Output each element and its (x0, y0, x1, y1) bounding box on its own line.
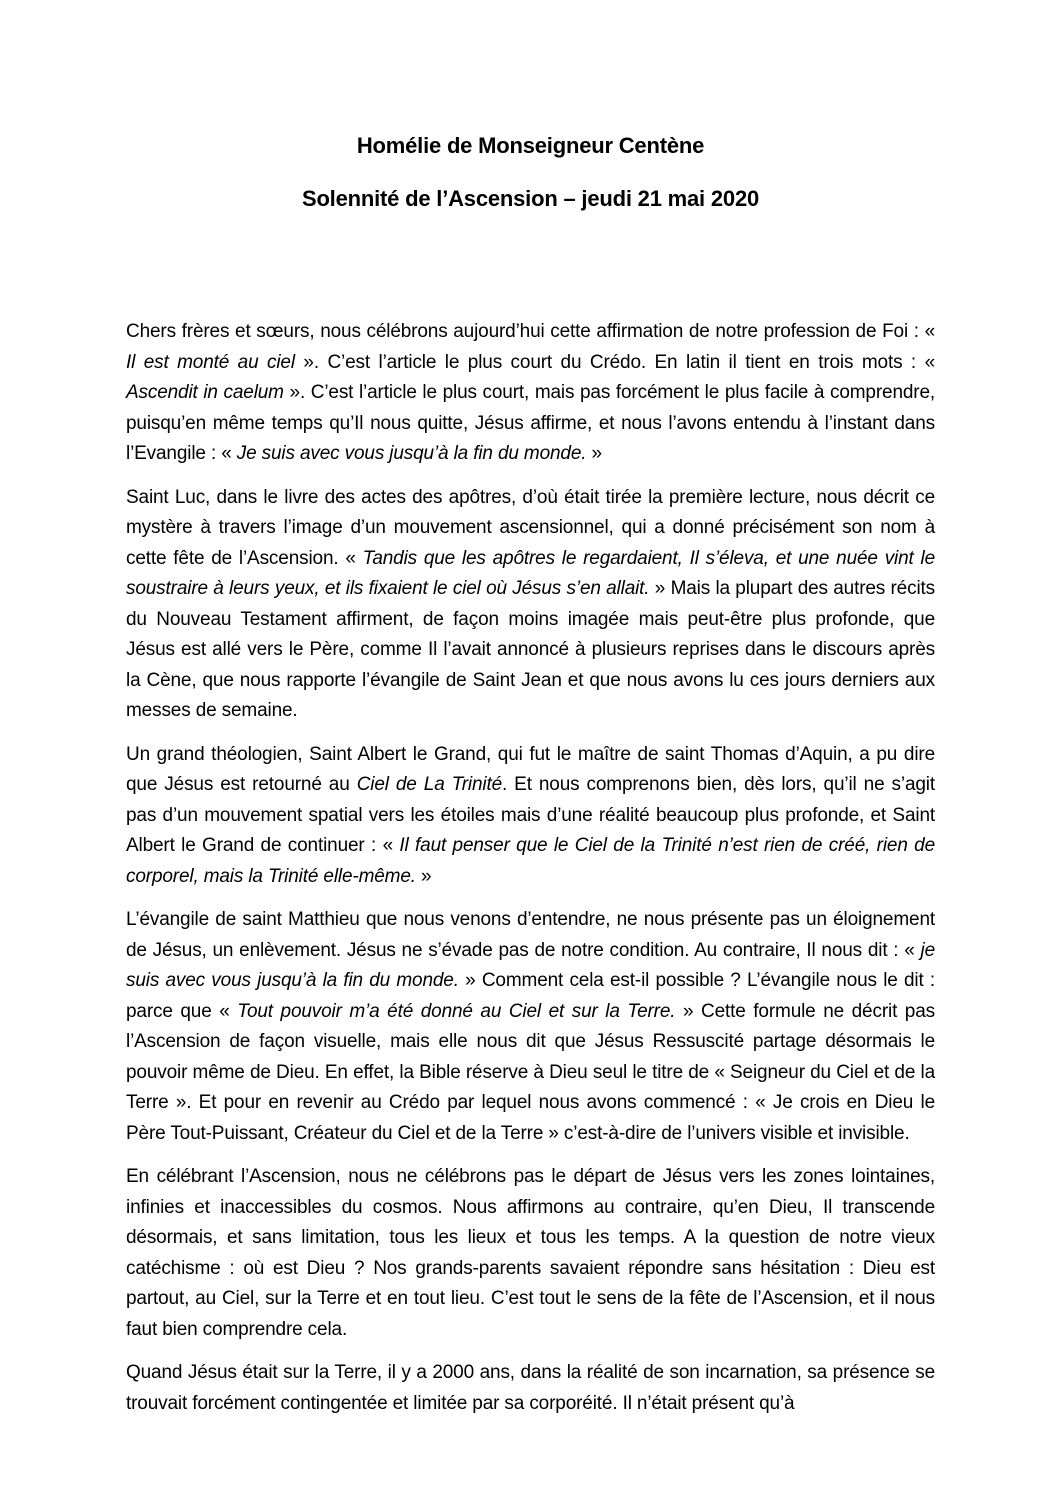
paragraph (126, 317, 935, 470)
text-run: Chers frères et sœurs, nous célébrons aujourd’hui cette affirmation de notre profession de Foi : « (126, 321, 935, 342)
paragraph (126, 1162, 935, 1345)
document-body (126, 317, 935, 1419)
italic-text-run: Tout pouvoir m’a été donné au Ciel et sur la Terre. (237, 1000, 676, 1022)
paragraph (126, 483, 935, 727)
italic-text-run: Il faut penser que le Ciel de la Trinité n’est rien de créé, rien de corporel, mais la Trinité elle-même. (126, 835, 936, 887)
text-run: Un grand théologien, Saint Albert le Grand, qui fut le maître de saint Thomas d’Aquin, a pu dire que Jésus est retourné au (126, 743, 935, 795)
text-run: » (415, 865, 432, 887)
italic-text-run: Tandis que les apôtres le regardaient, Il s’éleva, et une nuée vint le soustraire à leurs yeux, et ils fixaient le ciel où Jésus s’en allait. (126, 547, 935, 599)
text-run: L’évangile de saint Matthieu que nous venons d’entendre, ne nous présente pas un éloignement de Jésus, un enlèvement. Jésus ne s’évade pas de notre condition. Au contraire, Il nous dit : « (126, 909, 935, 961)
text-run: ». C’est l’article le plus court du Crédo. En latin il tient en trois mots : « (294, 351, 935, 373)
italic-text-run: Ascendit in caelum (126, 382, 284, 403)
text-run: » Mais la plupart des autres récits du Nouveau Testament affirment, de façon moins imagée mais peut-être plus profonde, que Jésus est allé vers le Père, comme Il l’avait annoncé à plusieurs reprises dans le discours après la Cène, que nous rapporte l’évangile de Saint Jean et que nous avons lu ces jours derniers aux messes de semaine. (126, 578, 935, 721)
italic-text-run: Ciel de La Trinité (356, 774, 502, 795)
text-run: » Comment cela est-il possible ? L’évangile nous le dit : parce que « (126, 970, 936, 1022)
paragraph (126, 1358, 935, 1419)
italic-text-run: je suis avec vous jusqu’à la fin du monde. (126, 939, 935, 991)
text-run: Saint Luc, dans le livre des actes des apôtres, d’où était tirée la première lecture, nous décrit ce mystère à travers l’image d’un mouvement ascensionnel, qui a donné précisément son nom à cette fête de l’Ascension. « (126, 486, 935, 569)
paragraph (126, 740, 935, 893)
text-run: . Et nous comprenons bien, dès lors, qu’il ne s’agit pas d’un mouvement spatial vers les étoiles mais d’une réalité beaucoup plus profonde, et Saint Albert le Grand de continuer : « (126, 774, 936, 856)
text-run: Quand Jésus était sur la Terre, il y a 2000 ans, dans la réalité de son incarnation, sa présence se trouvait forcément contingentée et limitée par sa corporéité. Il n’était présent qu’à (126, 1362, 935, 1414)
text-run: » (586, 443, 602, 464)
paragraph (126, 905, 935, 1149)
text-run: En célébrant l’Ascension, nous ne célébrons pas le départ de Jésus vers les zones lointaines, infinies et inaccessibles du cosmos. Nous affirmons au contraire, qu’en Dieu, Il transcende désormais, et sans limitation, tous les lieux et tous les temps. A la question de notre vieux catéchisme : où est Dieu ? Nos grands-parents savaient répondre sans hésitation : Dieu est partout, au Ciel, sur la Terre et en tout lieu. C’est tout le sens de la fête de l’Ascension, et il nous faut bien comprendre cela. (126, 1166, 935, 1340)
document-subtitle: Solennité de l’Ascension – jeudi 21 mai 2020 (301, 186, 760, 211)
text-run: ». C’est l’article le plus court, mais pas forcément le plus facile à comprendre, puisqu’en même temps qu’Il nous quitte, Jésus affirme, et nous l’avons entendu à l’instant dans l’Evangile : « (126, 382, 935, 464)
document-title: Homélie de Monseigneur Centène (356, 133, 705, 158)
italic-text-run: Je suis avec vous jusqu’à la fin du monde. (236, 443, 587, 464)
italic-text-run: Il est monté au ciel (126, 351, 295, 373)
text-run: » Cette formule ne décrit pas l’Ascension de façon visuelle, mais elle nous dit que Jésus Ressuscité partage désormais le pouvoir même de Dieu. En effet, la Bible réserve à Dieu seul le titre de « Seigneur du Ciel et de la Terre ». Et pour en revenir au Crédo par lequel nous avons commencé : « Je crois en Dieu le Père Tout-Puissant, Créateur du Ciel et de la Terre » c’est-à-dire de l’univers visible et invisible. (126, 1000, 935, 1144)
